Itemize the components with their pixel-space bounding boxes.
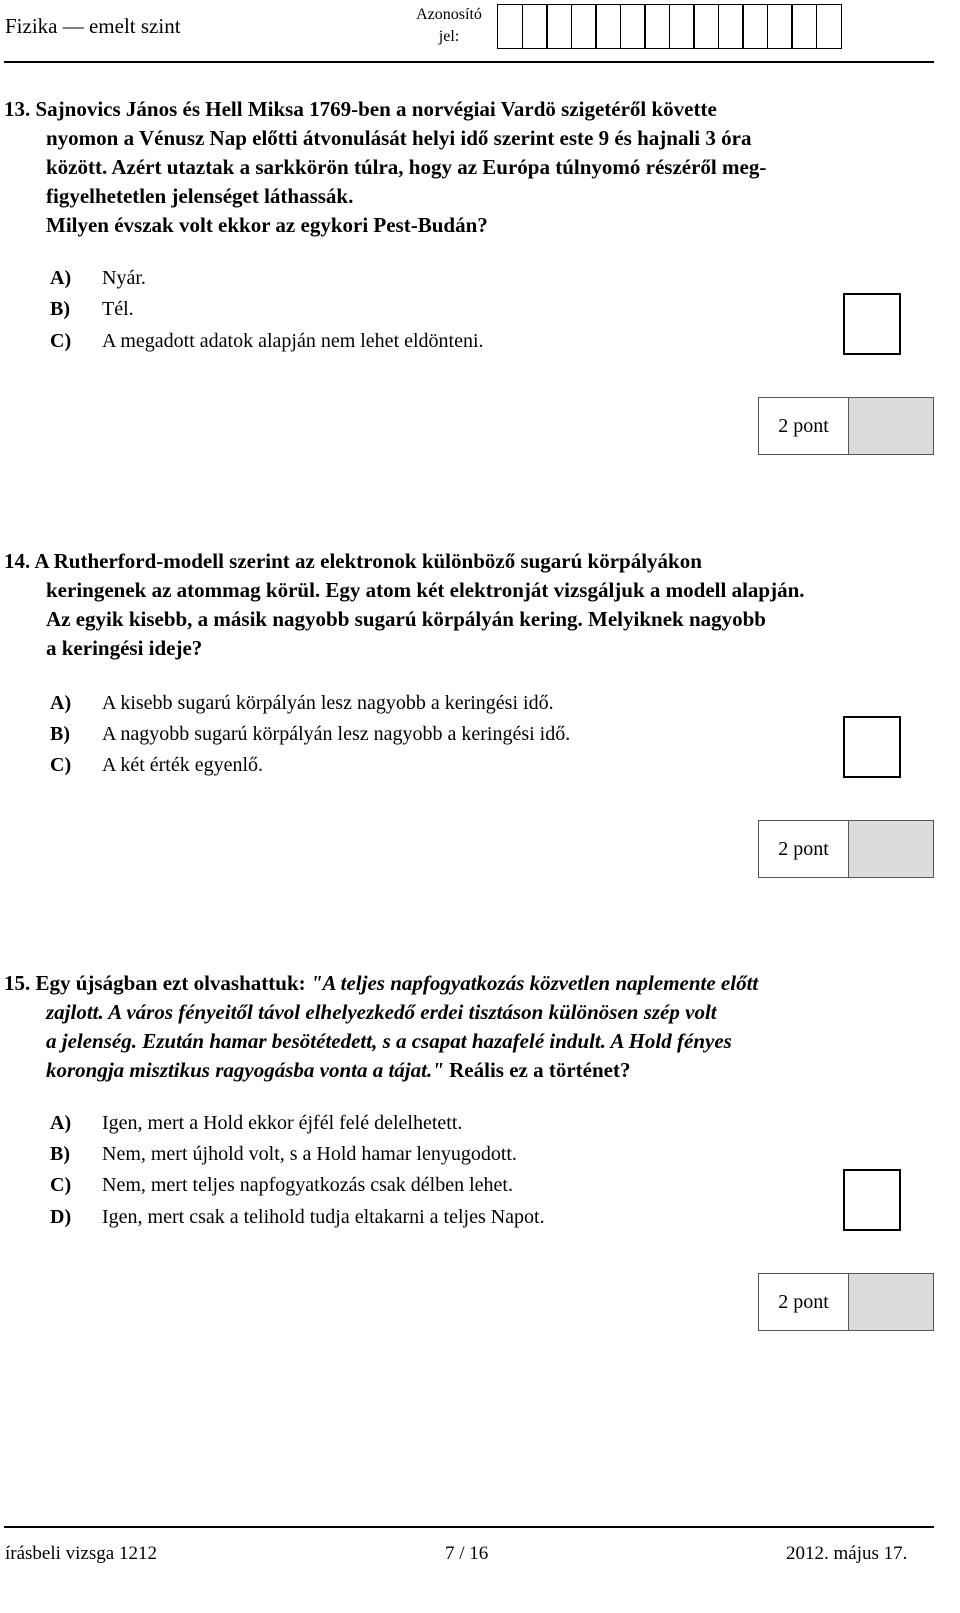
header-rule (4, 61, 934, 63)
option-text: A megadott adatok alapján nem lehet eldönteni. (102, 330, 484, 352)
option-label: B) (50, 1143, 70, 1165)
q13-option-a (50, 263, 146, 294)
q14-option-a (50, 688, 554, 719)
option-text: Nyár. (102, 267, 146, 289)
id-label (411, 4, 487, 48)
footer-page-number: 7 / 16 (445, 1543, 489, 1564)
footer-exam-label: írásbeli vizsga 1212 (5, 1543, 157, 1564)
q13-score-label: 2 pont (759, 398, 849, 454)
q13-line: Milyen évszak volt ekkor az egykori Pest-Budán? (46, 213, 488, 237)
q13-line: Sajnovics János és Hell Miksa 1769-ben a norvégiai Vardö szigetéről követte (35, 97, 717, 121)
id-digit-box[interactable] (497, 4, 523, 49)
q15-quote-line: "A teljes napfogyatkozás közvetlen naplemente előtt (310, 971, 759, 995)
option-label: B) (50, 723, 70, 745)
option-label: D) (50, 1206, 72, 1228)
q14-answer-box[interactable] (843, 716, 901, 778)
option-label: A) (50, 692, 72, 714)
question-14-number: 14. (4, 549, 31, 573)
q13-option-c (50, 326, 484, 357)
question-15-text (4, 969, 932, 1085)
q15-question-tail: Reális ez a történet? (443, 1058, 631, 1082)
question-14-text (4, 547, 932, 663)
id-boxes (497, 4, 840, 49)
id-digit-box[interactable] (767, 4, 793, 49)
q13-option-b (50, 294, 134, 325)
id-digit-box[interactable] (693, 4, 719, 49)
question-13-text (4, 95, 932, 240)
q13-score-box (758, 397, 934, 455)
option-text: A két érték egyenlő. (102, 754, 264, 776)
option-text: A nagyobb sugarú körpályán lesz nagyobb a keringési idő. (102, 723, 571, 745)
q13-score-field (849, 398, 933, 454)
q14-line: Az egyik kisebb, a másik nagyobb sugarú körpályán kering. Melyiknek nagyobb (46, 607, 766, 631)
id-digit-box[interactable] (595, 4, 621, 49)
q14-line: a keringési ideje? (46, 636, 203, 660)
q15-intro: Egy újságban ezt olvashattuk: (35, 971, 311, 995)
q15-option-a (50, 1108, 462, 1139)
option-text: Tél. (102, 298, 134, 320)
id-digit-box[interactable] (669, 4, 695, 49)
option-label: A) (50, 267, 72, 289)
id-digit-box[interactable] (816, 4, 842, 49)
id-digit-box[interactable] (620, 4, 646, 49)
option-label: C) (50, 330, 72, 352)
q14-line: A Rutherford-modell szerint az elektronok különböző sugarú körpályákon (34, 549, 702, 573)
option-label: C) (50, 754, 72, 776)
q15-option-b (50, 1139, 517, 1170)
q15-quote-line: zajlott. A város fényeitől távol elhelyezkedő erdei tisztáson különösen szép volt (46, 1000, 717, 1024)
id-digit-box[interactable] (791, 4, 817, 49)
option-text: Nem, mert teljes napfogyatkozás csak délben lehet. (102, 1174, 513, 1196)
q15-quote-line: korongja misztikus ragyogásba vonta a tájat." (46, 1058, 444, 1082)
q15-option-d (50, 1202, 545, 1233)
question-15-number: 15. (4, 971, 31, 995)
id-label-line1: Azonosító (416, 6, 482, 23)
id-digit-box[interactable] (742, 4, 768, 49)
id-digit-box[interactable] (571, 4, 597, 49)
footer-date: 2012. május 17. (786, 1543, 908, 1564)
header-title: Fizika — emelt szint (5, 14, 181, 38)
q15-score-box (758, 1273, 934, 1331)
option-text: A kisebb sugarú körpályán lesz nagyobb a keringési idő. (102, 692, 554, 714)
id-digit-box[interactable] (546, 4, 572, 49)
option-label: B) (50, 298, 70, 320)
id-digit-box[interactable] (644, 4, 670, 49)
option-text: Igen, mert csak a telihold tudja eltakarni a teljes Napot. (102, 1206, 545, 1228)
q14-score-field (849, 821, 933, 877)
footer-rule (4, 1526, 934, 1528)
q13-line: között. Azért utaztak a sarkkörön túlra, hogy az Európa túlnyomó részéről meg- (46, 155, 767, 179)
id-label-line2: jel: (438, 28, 460, 45)
q13-line: figyelhetetlen jelenséget láthassák. (46, 184, 354, 208)
option-label: C) (50, 1174, 72, 1196)
q14-line: keringenek az atommag körül. Egy atom két elektronját vizsgáljuk a modell alapján. (46, 578, 805, 602)
q13-answer-box[interactable] (843, 293, 901, 355)
q14-option-b (50, 719, 570, 750)
q15-score-label: 2 pont (759, 1274, 849, 1330)
option-label: A) (50, 1112, 72, 1134)
q14-score-label: 2 pont (759, 821, 849, 877)
option-text: Nem, mert újhold volt, s a Hold hamar lenyugodott. (102, 1143, 517, 1165)
q14-option-c (50, 750, 263, 781)
q15-option-c (50, 1170, 513, 1201)
q15-score-field (849, 1274, 933, 1330)
option-text: Igen, mert a Hold ekkor éjfél felé delelhetett. (102, 1112, 463, 1134)
question-13-number: 13. (4, 97, 31, 121)
id-digit-box[interactable] (718, 4, 744, 49)
q14-score-box (758, 820, 934, 878)
id-digit-box[interactable] (522, 4, 548, 49)
q13-line: nyomon a Vénusz Nap előtti átvonulását helyi idő szerint este 9 és hajnali 3 óra (46, 126, 752, 150)
q15-quote-line: a jelenség. Ezután hamar besötétedett, s a csapat hazafelé indult. A Hold fényes (46, 1029, 732, 1053)
q15-answer-box[interactable] (843, 1169, 901, 1231)
